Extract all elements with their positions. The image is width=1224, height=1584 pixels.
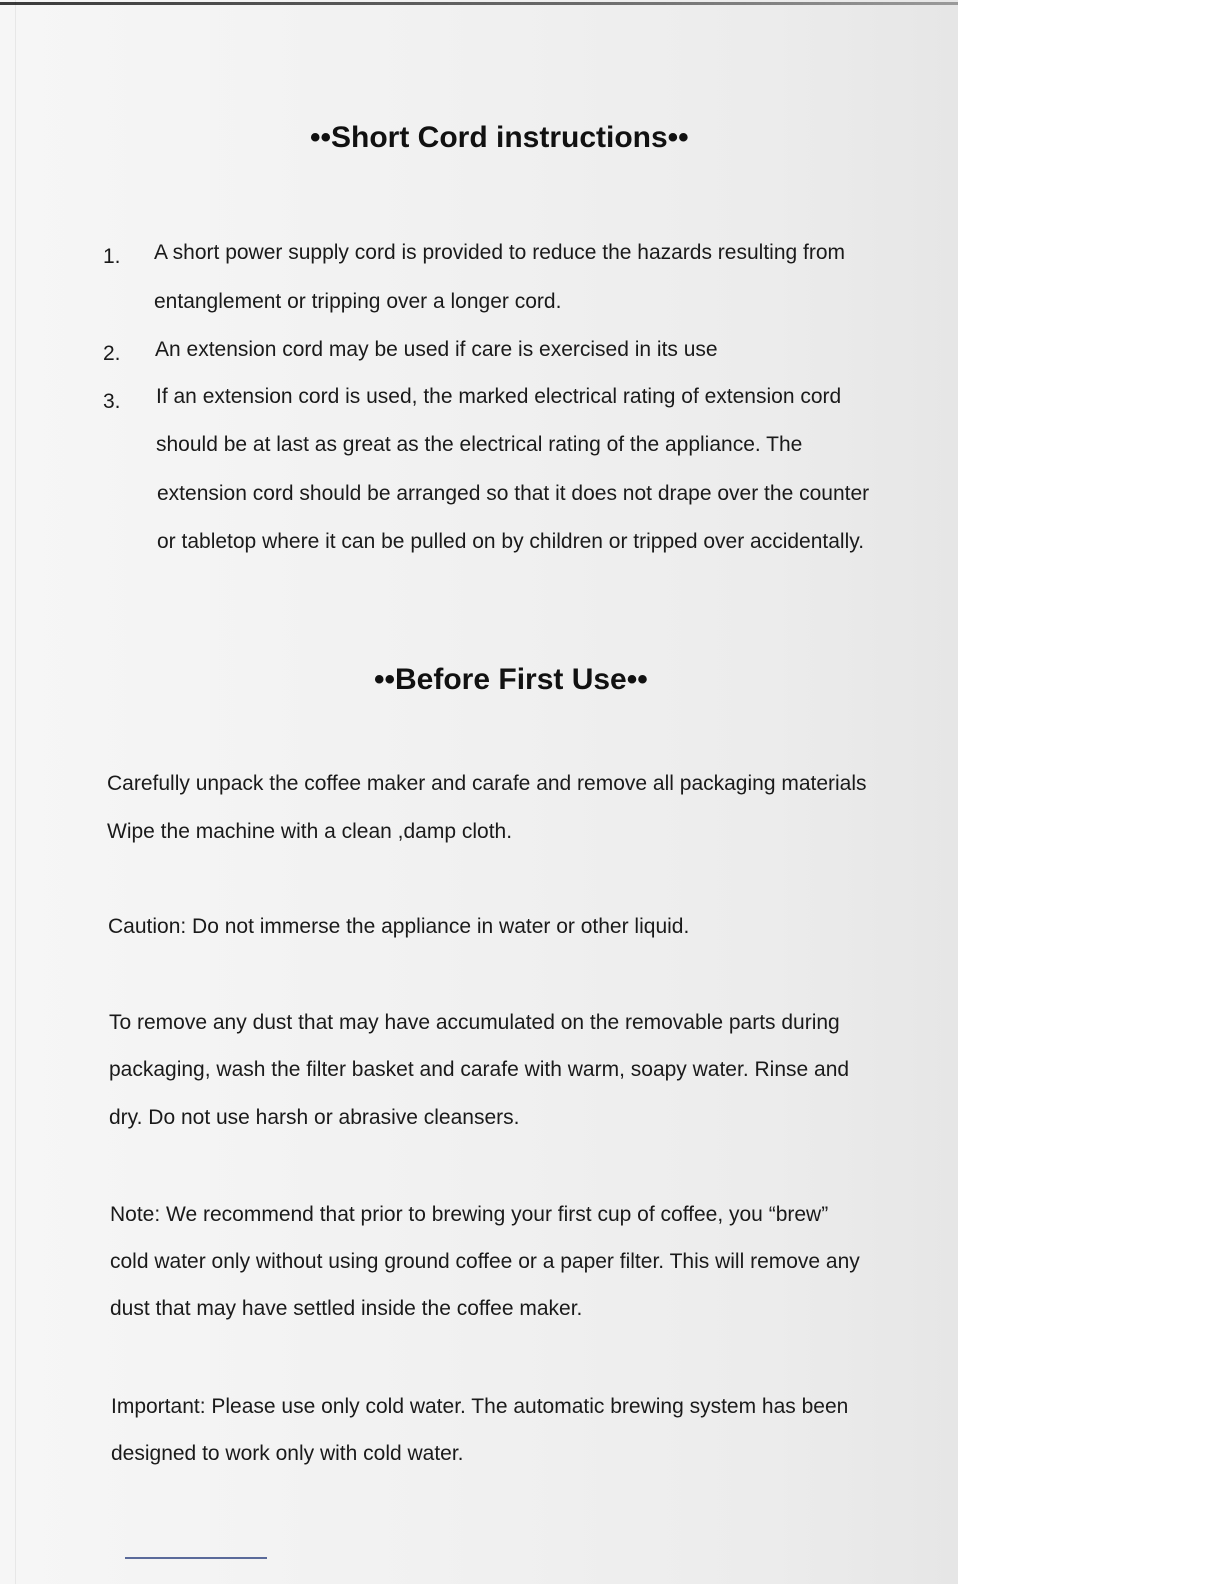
dust-line-3: dry. Do not use harsh or abrasive cleansers. xyxy=(109,1106,520,1129)
item-3-line-1: If an extension cord is used, the marked electrical rating of extension cord xyxy=(156,385,842,408)
before-first-use-heading: ••Before First Use•• xyxy=(374,663,648,696)
item-number: 1. xyxy=(103,245,121,268)
short-cord-heading: ••Short Cord instructions•• xyxy=(310,121,689,154)
unpack-line-1: Carefully unpack the coffee maker and carafe and remove all packaging materials xyxy=(107,772,867,795)
item-number: 2. xyxy=(103,342,121,365)
note-line-1: Note: We recommend that prior to brewing your first cup of coffee, you “brew” xyxy=(110,1203,829,1226)
item-2-line-1: An extension cord may be used if care is exercised in its use xyxy=(155,338,718,361)
important-line-2: designed to work only with cold water. xyxy=(111,1442,464,1465)
item-number: 3. xyxy=(103,390,121,413)
note-line-2: cold water only without using ground coffee or a paper filter. This will remove any xyxy=(110,1250,860,1273)
item-1-line-2: entanglement or tripping over a longer cord. xyxy=(154,290,562,313)
dust-line-1: To remove any dust that may have accumulated on the removable parts during xyxy=(109,1011,840,1034)
unpack-line-2: Wipe the machine with a clean ,damp cloth. xyxy=(107,820,513,843)
item-3-line-4: or tabletop where it can be pulled on by children or tripped over accidentally. xyxy=(157,530,865,553)
caution-line: Caution: Do not immerse the appliance in water or other liquid. xyxy=(108,915,690,938)
important-line-1: Important: Please use only cold water. The automatic brewing system has been xyxy=(111,1395,849,1418)
bottom-rule xyxy=(125,1557,267,1559)
dust-line-2: packaging, wash the filter basket and carafe with warm, soapy water. Rinse and xyxy=(109,1058,850,1081)
item-3-line-2: should be at last as great as the electrical rating of the appliance. The xyxy=(156,433,803,456)
top-rule xyxy=(0,2,958,5)
item-3-line-3: extension cord should be arranged so that it does not drape over the counter xyxy=(157,482,870,505)
item-1-line-1: A short power supply cord is provided to reduce the hazards resulting from xyxy=(154,241,846,264)
note-line-3: dust that may have settled inside the coffee maker. xyxy=(110,1297,583,1320)
